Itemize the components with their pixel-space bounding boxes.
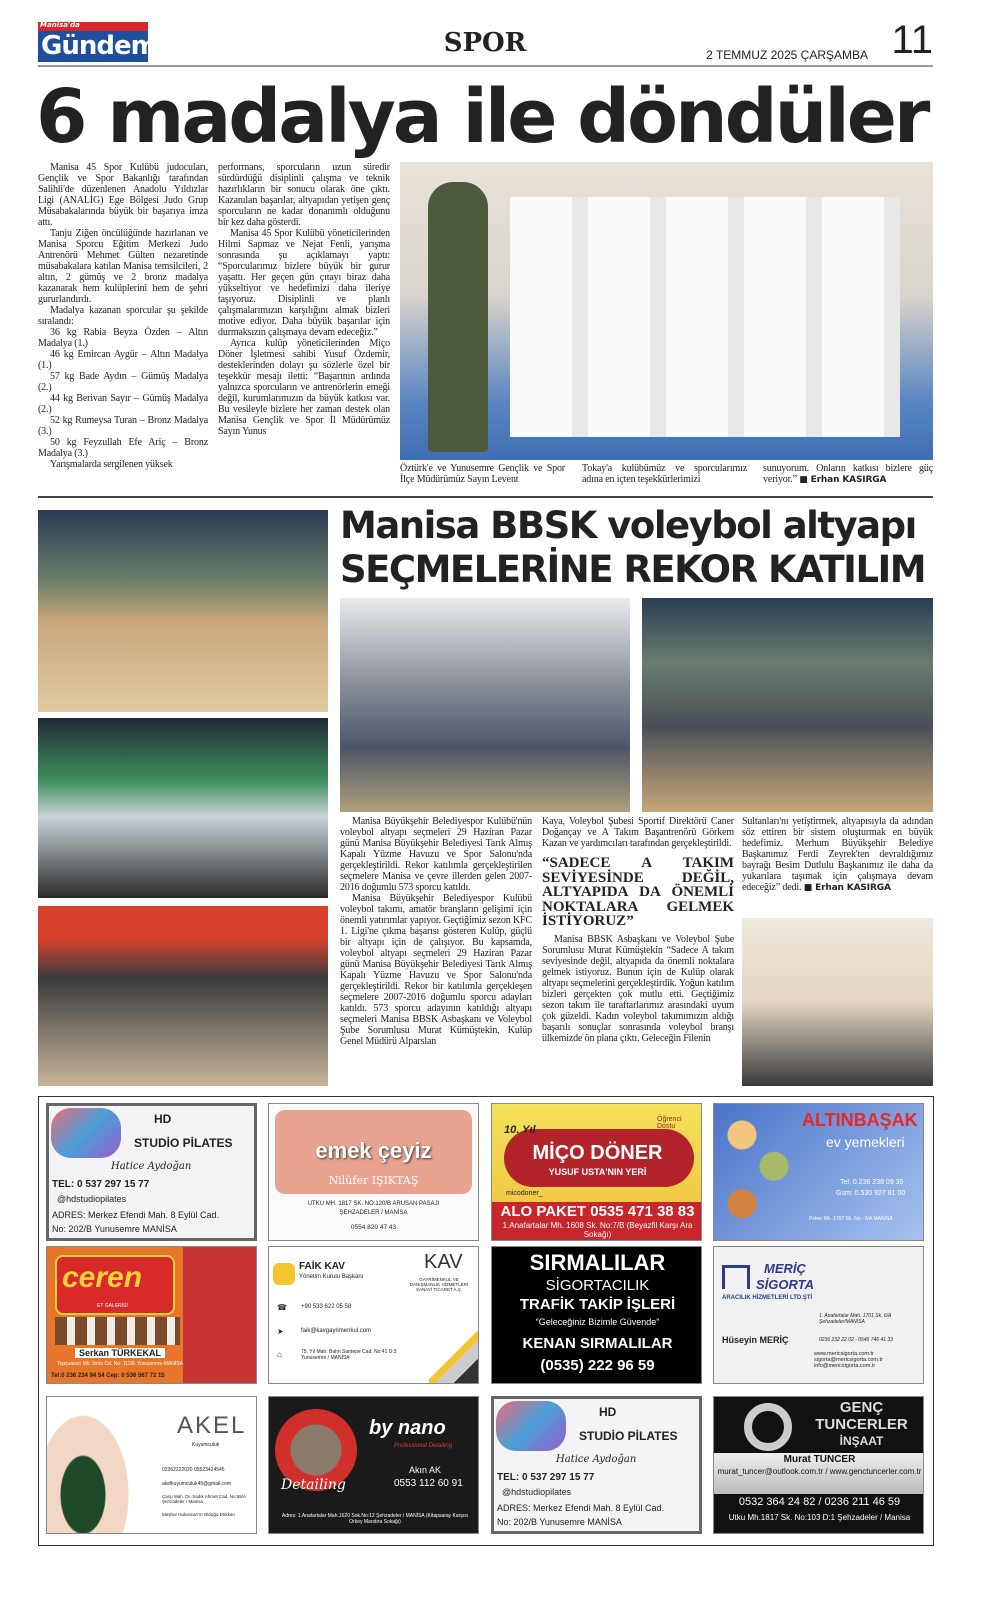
judo-team-photo bbox=[400, 162, 933, 460]
meric-logo bbox=[722, 1265, 750, 1289]
byline: ■ Erhan KASIRGA bbox=[799, 475, 887, 485]
article1-column-4: Tokay'a kulübümüz ve sporcularımız adına en içten teşekkürlerimizi bbox=[582, 463, 747, 485]
article2-headline: Manisa BBSK voleybol altyapı SEÇMELERİNE REKOR KATILIM bbox=[340, 504, 926, 591]
player-measurement-photo bbox=[742, 918, 933, 1086]
ad-hd-studio-pilates: HD STUDİO PİLATES Hatice Aydoğan TEL: 0 537 297 15 77 @hdstudiopilates ADRES: Merkez Efendi Mah. 8 Eylül Cad. No: 202/B Yunusemre MANİSA bbox=[46, 1103, 257, 1241]
article1-column-2: performans, sporcuların uzun süredir sürdürdüğü disiplinli çalışma ve teknik hazırlıkların bir sonucu olarak öne çıktı. Kazanılan başarılar, altyapıdan yetişen genç sporcuların ne kadar donanımlı olduğunu bir kez daha gösterdi. Manisa 45 Spor Kulübü yöneticilerinden Hilmi Sapmaz ve Nejat Fenli, yarışma sonrasında şu açıklamayı yaptı: “Sporcularımız bizlere büyük bir gurur yaşattı. Her geçen gün çıtayı biraz daha yükseltiyor ve hedefimizi daha ileriye taşıyoruz. Disiplinli ve planlı çalışmalarımızın karşılığını almak bizleri motive ediyor. Daha büyük başarılar için durmaksızın çalışmaya devam edeceğiz.” Ayrıca kulüp yöneticilerinden Miço Döner İşletmesi sahibi Yusuf Özdemir, desteklerinden dolayı şu sözlerle özel bir teşekkür mesajı iletti: “Başarının ardında yalnızca sporcuların ve antrenörlerin emeği değil, kurumlarımızın da büyük katkısı var. Bu vesileyle bizlere her zaman destek olan Manisa Gençlik ve Spor İl Müdürümüz Sayın Yunus bbox=[218, 162, 390, 437]
article2-column-2: Kaya, Voleybol Şubesi Sportif Direktörü Caner Doğançay ve A Takım Başantrenörü Görkem Kazan ve yardımcıları tarafından gerçekleştirildi. “SADECE A TAKIM SEVİYESİNDE DEĞİL, ALTYAPIDA DA ÖNEMLİ NOKTALARA GELMEK İSTİYORUZ” Manisa BBSK Asbaşkanı ve Voleybol Şube Sorumlusu Murat Kümüştekin “Sadece A takım seviyesinde değil, altyapıda da önemli noktalara gelmek istiyoruz. Bunun için de Kulüp olarak altyapı seçmelerini gerçekleştirdik. Yoğun katılım bizleri gerçekten çok mutlu etti. Geçtiğimiz sezon takım ile taraftarlarımız arasındaki uyum çok güzeldi. Kadın voleybol takımımızın aldığı başarılı sonuçlar sonrasında voleybol branşı ülkemizde ön plana çıktı. Geleceğin Filenin bbox=[542, 816, 734, 1044]
ad-altinbasak: ALTINBAŞAK ev yemekleri Tel: 0.236 238 09 35 Gsm: 0.530 927 81 00 Peker Mh. 1707 Sk. No.: 6/A MANİSA bbox=[713, 1103, 924, 1241]
ad-sirmalilar-sigorta: SIRMALILAR SİGORTACILIK TRAFİK TAKİP İŞLERİ “Geleceğiniz Bizimle Güvende” KENAN SIRMALILAR (0535) 222 96 59 bbox=[491, 1246, 702, 1384]
article1-column-1: Manisa 45 Spor Kulübü judocuları, Gençlik ve Spor Bakanlığı tarafından Salihli'de düzenlenen Anadolu Yıldızlar Ligi (ANALİG) Ege Bölgesi Judo Grup Müsabakalarında büyük bir başarıya imza attı. Tanju Ziğen öncülüğünde hazırlanan ve Manisa Sporcu Eğitim Merkezi Judo Antrenörü Mehmet Gülten nezaretinde müsabakalara katılan Manisa temsilcileri, 2 altın, 2 gümüş ve 2 bronz madalya kazanarak hem kulüplerini hem de şehri gururlandırdı. Madalya kazanan sporcular şu şekilde sıralandı: 36 kg Rabia Beyza Özden – Altın Madalya (1.) 46 kg Emircan Aygür – Altın Madalya (1.) 57 kg Bade Aydın – Gümüş Madalya (2.) 44 kg Berivan Sayır – Gümüş Madalya (2.) 52 kg Rumeysa Turan – Bronz Madalya (3.) 50 kg Feyzullah Efe Ariç – Bronz Madalya (3.) Yarışmalarda sergilenen yüksek bbox=[38, 162, 208, 470]
ad-emek-ceyiz: emek çeyiz Nilüfer IŞIKTAŞ UTKU MH. 1817 SK. NO:120/B ARUSAN PASAJI ŞEHZADELER / MANİSA 0554 820 47 43 bbox=[268, 1103, 479, 1241]
ad-genc-tuncerler-insaat: GENÇ TUNCERLER İNŞAAT Murat TUNCER murat_tuncer@outlook.com.tr / www.genctuncerler.com.tr 0532 364 24 82 / 0236 211 46 59 Utku Mh.1817 Sk. No:103 D:1 Şehzadeler / Manisa bbox=[713, 1396, 924, 1534]
phone-icon: ☎ bbox=[277, 1303, 287, 1312]
ad-ceren-et-galerisi: ceren ET GALERİSİ Serkan TÜRKEKAL Topçuasım Mh. İzmir Cd. No: 112/E Yunusemre-MANİSA Tel:0 236 234 94 54 Cep: 0 536 567 72 15 bbox=[46, 1246, 257, 1384]
newspaper-logo: Manisa'da Gündem bbox=[40, 21, 157, 61]
ad-hd-studio-pilates-2: HD STUDİO PİLATES Hatice Aydoğan TEL: 0 537 297 15 77 @hdstudiopilates ADRES: Merkez Efendi Mah. 8 Eylül Cad. No: 202/B Yunusemre MANİSA bbox=[491, 1396, 702, 1534]
ring-box-image bbox=[47, 1401, 137, 1534]
section-title: SPOR bbox=[443, 28, 527, 58]
ad-meric-sigorta: MERİÇ SİGORTA ARACILIK HİZMETLERİ LTD.ŞTİ 1. Anafartalar Mah. 1701 Sk. 6/A Şehzadeler/MANİSA Hüseyin MERİÇ 0236 232 22 02 - 0546 746 41 33 www.mericsigorta.com.tr sigorta@mericsigorta.com.tr info@mericsigorta.com.tr bbox=[713, 1246, 924, 1384]
food-plates bbox=[718, 1110, 798, 1235]
coach-figure bbox=[428, 182, 488, 452]
page-number: 11 bbox=[891, 18, 933, 62]
pull-quote: “SADECE A TAKIM SEVİYESİNDE DEĞİL, ALTYAPIDA DA ÖNEMLİ NOKTALARA GELMEK İSTİYORUZ” bbox=[542, 855, 734, 929]
ad-kav-gayrimenkul: FAİK KAV Yönetim Kurulu Başkanı KAV GAYRİMENKUL VE DANIŞMANLIK HİZMETLERİ SANAYİ TİCARET A.Ş. ☎ +90 533 622 05 58 ➤ faik@kavgayrimenkul.com ⌂ 75. Yıl Mah. Bahri Santepe Cad. No:41 D:3 Yunusemre / MANİSA bbox=[268, 1246, 479, 1384]
article2-column-1: Manisa Büyükşehir Belediyespor Kulübü'nün voleybol altyapı seçmeleri 29 Haziran Pazar günü Manisa Büyükşehir Belediyesi Tarık Almış Kapalı Yüzme Havuzu ve Spor Salonu'nda gerçekleştirildi. Rekor katılımla gerçekleştirilen seçmelere Manisa ve çevre illerden gelen 2007-2016 doğumlu 573 sporcu katıldı. Manisa Büyükşehir Belediyespor Kulübü voleybol takımı, amatör branşların gelişimi için önemli yatırımlar yapıyor. Geçtiğimiz sezon KFC 1. Ligi'ne çıkma başarısı gösteren Kulüp, güçlü bir altyapı için de çalışıyor. Bu kapsamda, voleybol altyapı seçmeleri 29 Haziran Pazar günü Manisa Büyükşehir Belediyesi Tarık Almış Kapalı Yüzme Havuzu ve Spor Salonu'nda gerçekleştirildi. Rekor bir katılımla gerçekleşen seçmelere 2007-2016 doğumlu sporcu adayları katıldı. 573 sporcu adayının katıldığı altyapı seçmeleri Manisa BBSK Asbaşkanı ve Voleybol Şube Sorumlusu Murat Kümüştekin, Kulüp Genel Müdürü Alparslan bbox=[340, 816, 532, 1047]
volleyball-hall-photo-3 bbox=[38, 906, 328, 1086]
issue-date: 2 TEMMUZ 2025 ÇARŞAMBA bbox=[706, 48, 868, 62]
person-icon bbox=[273, 1263, 295, 1285]
tuncerler-logo bbox=[744, 1403, 792, 1451]
pilates-logo bbox=[51, 1108, 121, 1158]
cattle-image bbox=[55, 1317, 180, 1345]
article1-column-3: Öztürk'e ve Yunusemre Gençlik ve Spor İlçe Müdürümüz Sayın Levent bbox=[400, 463, 565, 485]
send-icon: ➤ bbox=[277, 1327, 284, 1336]
header-rule bbox=[38, 65, 933, 67]
article-divider bbox=[38, 496, 933, 498]
byline: ■ Erhan KASIRGA bbox=[803, 883, 891, 893]
ad-akel-kuyumculuk: AKEL Kuyumculuk 02362222020 05523424545 akelkuyumculuk45@gmail.com Çarşı Mah. Dr. Sadık Ahmet Cad. No:65/A Şehzadeler / Manisa Meşhur Hulusican'ın Olduğu Dükkan bbox=[46, 1396, 257, 1534]
volleyball-hall-photo-1 bbox=[38, 510, 328, 712]
home-icon: ⌂ bbox=[277, 1350, 282, 1359]
pilates-logo bbox=[496, 1401, 566, 1451]
article1-headline: 6 madalya ile döndüler bbox=[36, 74, 928, 160]
ad-mico-doner: 10. Yıl Öğrenci Dostu MİÇO DÖNER YUSUF USTA'NIN YERİ micodoner_ ALO PAKET 0535 471 38 83 1.Anafartalar Mh. 1608 Sk. No:7/B (Beyazfil Karşı Ara Sokağı) bbox=[491, 1103, 702, 1241]
tryout-group-photo bbox=[642, 598, 933, 812]
volleyball-hall-photo-2 bbox=[38, 718, 328, 898]
article1-column-5: sunuyorum. Onların katkısı bizlere güç veriyor.” ■ Erhan KASIRGA bbox=[763, 463, 933, 485]
athletes-figures bbox=[510, 197, 900, 437]
article2-column-3: Sultanları'nı yetiştirmek, altyapısıyla da adından söz ettiren bir sistem oluşturmak en büyük hedefimiz. Merhum Büyükşehir Belediye Başkanımız Ferdi Zeyrek'ten devraldığımız bayrağı Besim Dutlulu Başkanımız ile daha da yukarılara taşımak için çalışmaya devam edeceğiz” dedi. ■ Erhan KASIRGA bbox=[742, 816, 933, 893]
ad-by-nano-detailing: Detailing by nano Professional Detailing Akın AK 0553 112 60 91 Adres: 1.Anafartalar Mah.1620 Sok.No:12 Şehzadeler / MANİSA (Kitapsaray Karşısı Orkey Mandıra Sokağı) bbox=[268, 1396, 479, 1534]
crowd-photo bbox=[340, 598, 630, 812]
